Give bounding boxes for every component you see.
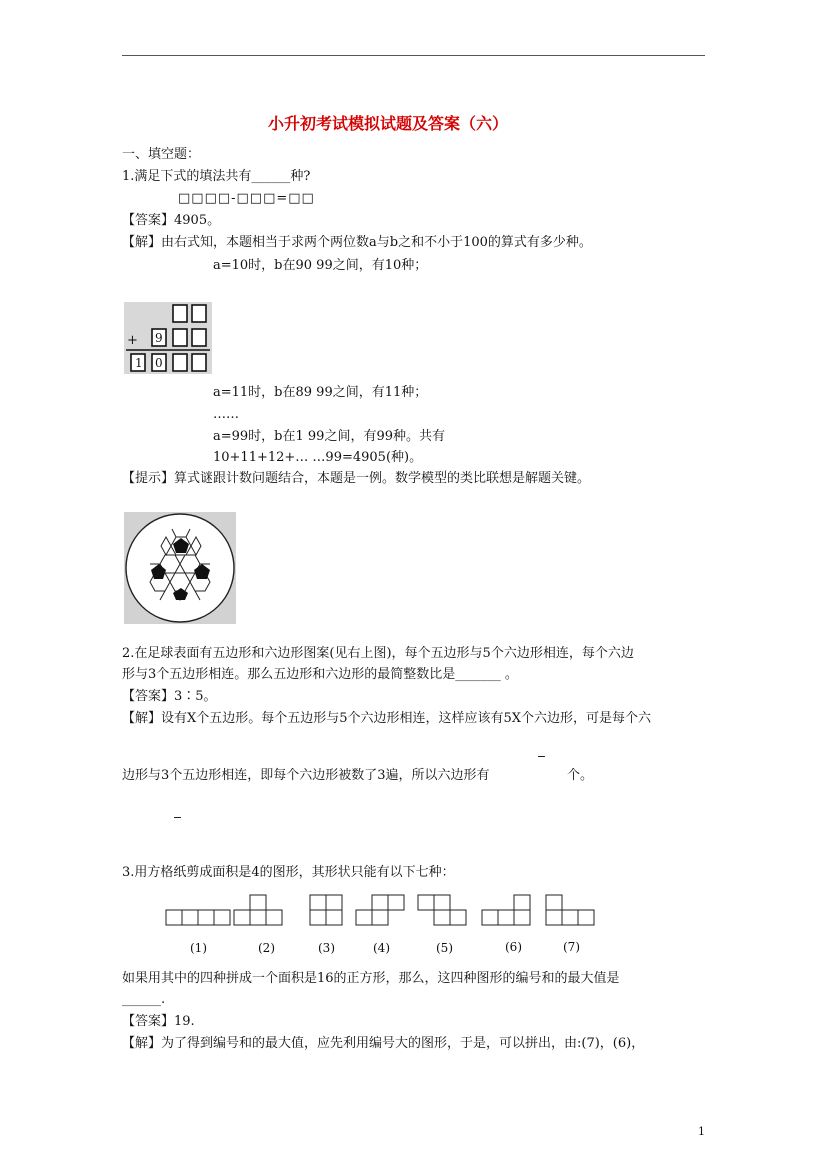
fraction-mark-lower	[174, 817, 181, 818]
shape-label-1: (1)	[190, 941, 207, 955]
shape-label-7: (7)	[563, 940, 580, 954]
q1-sum: 10+11+12+… …99=4905(种)。	[213, 450, 423, 465]
q1-equation: □□□□-□□□=□□	[178, 191, 315, 206]
q1-case-a11: a=11时，b在89 99之间，有11种；	[213, 385, 428, 400]
q1-hint: 【提示】算式谜跟计数问题结合，本题是一例。数学模型的类比联想是解题关键。	[122, 471, 591, 486]
q3-explanation: 【解】为了得到编号和的最大值，应先利用编号大的图形，于是，可以拼出，由:(7)，(6)，	[122, 1036, 645, 1051]
section-heading: 一、填空题：	[122, 147, 201, 162]
q1-case-a99: a=99时，b在1 99之间，有99种。共有	[213, 429, 445, 444]
figure-plus-sign: +	[127, 333, 138, 348]
figure-digit-0: 0	[155, 356, 163, 370]
q1-explanation: 【解】由右式知，本题相当于求两个两位数a与b之和不小于100的算式有多少种。	[122, 235, 592, 250]
shape-label-3: (3)	[318, 941, 335, 955]
soccer-ball-svg	[124, 512, 236, 624]
q1-answer: 【答案】4905。	[122, 213, 221, 228]
q2-explanation-line2: 边形与3个五边形相连，即每个六边形被数了3遍，所以六边形有	[122, 768, 490, 783]
page-number: 1	[698, 1125, 705, 1138]
q2-question-line2: 形与3个五边形相连。那么五边形和六边形的最简整数比是_______ 。	[122, 667, 518, 682]
q1-case-a10: a=10时，b在90 99之间，有10种；	[213, 258, 428, 273]
q2-answer: 【答案】3∶5。	[122, 689, 217, 704]
page-title: 小升初考试模拟试题及答案（六）	[268, 114, 509, 133]
header-rule	[122, 55, 705, 56]
q2-explanation-tail: 个。	[567, 768, 594, 783]
figure-digit-1: 1	[135, 356, 143, 370]
addition-figure	[124, 302, 212, 374]
shape-label-5: (5)	[436, 941, 453, 955]
q1-question: 1.满足下式的填法共有______种?	[122, 169, 311, 184]
shape-label-2: (2)	[258, 941, 275, 955]
shape-label-4: (4)	[373, 941, 390, 955]
q3-question-line2: 如果用其中的四种拼成一个面积是16的正方形，那么，这四种图形的编号和的最大值是	[122, 971, 620, 986]
q2-question-line1: 2.在足球表面有五边形和六边形图案(见右上图)，每个五边形与5个六边形相连，每个六边	[122, 646, 634, 661]
q1-ellipsis: ……	[213, 407, 239, 422]
soccer-ball-figure	[124, 512, 236, 624]
q2-explanation-line1: 【解】设有X个五边形。每个五边形与5个六边形相连，这样应该有5X个六边形，可是每个六	[122, 711, 652, 726]
shape-label-6: (6)	[505, 940, 522, 954]
q3-blank: ______.	[122, 992, 166, 1007]
q3-question: 3.用方格纸剪成面积是4的图形，其形状只能有以下七种：	[122, 865, 455, 880]
fraction-mark-upper	[538, 756, 545, 757]
figure-digit-9: 9	[155, 331, 163, 345]
q3-answer: 【答案】19.	[122, 1014, 195, 1029]
